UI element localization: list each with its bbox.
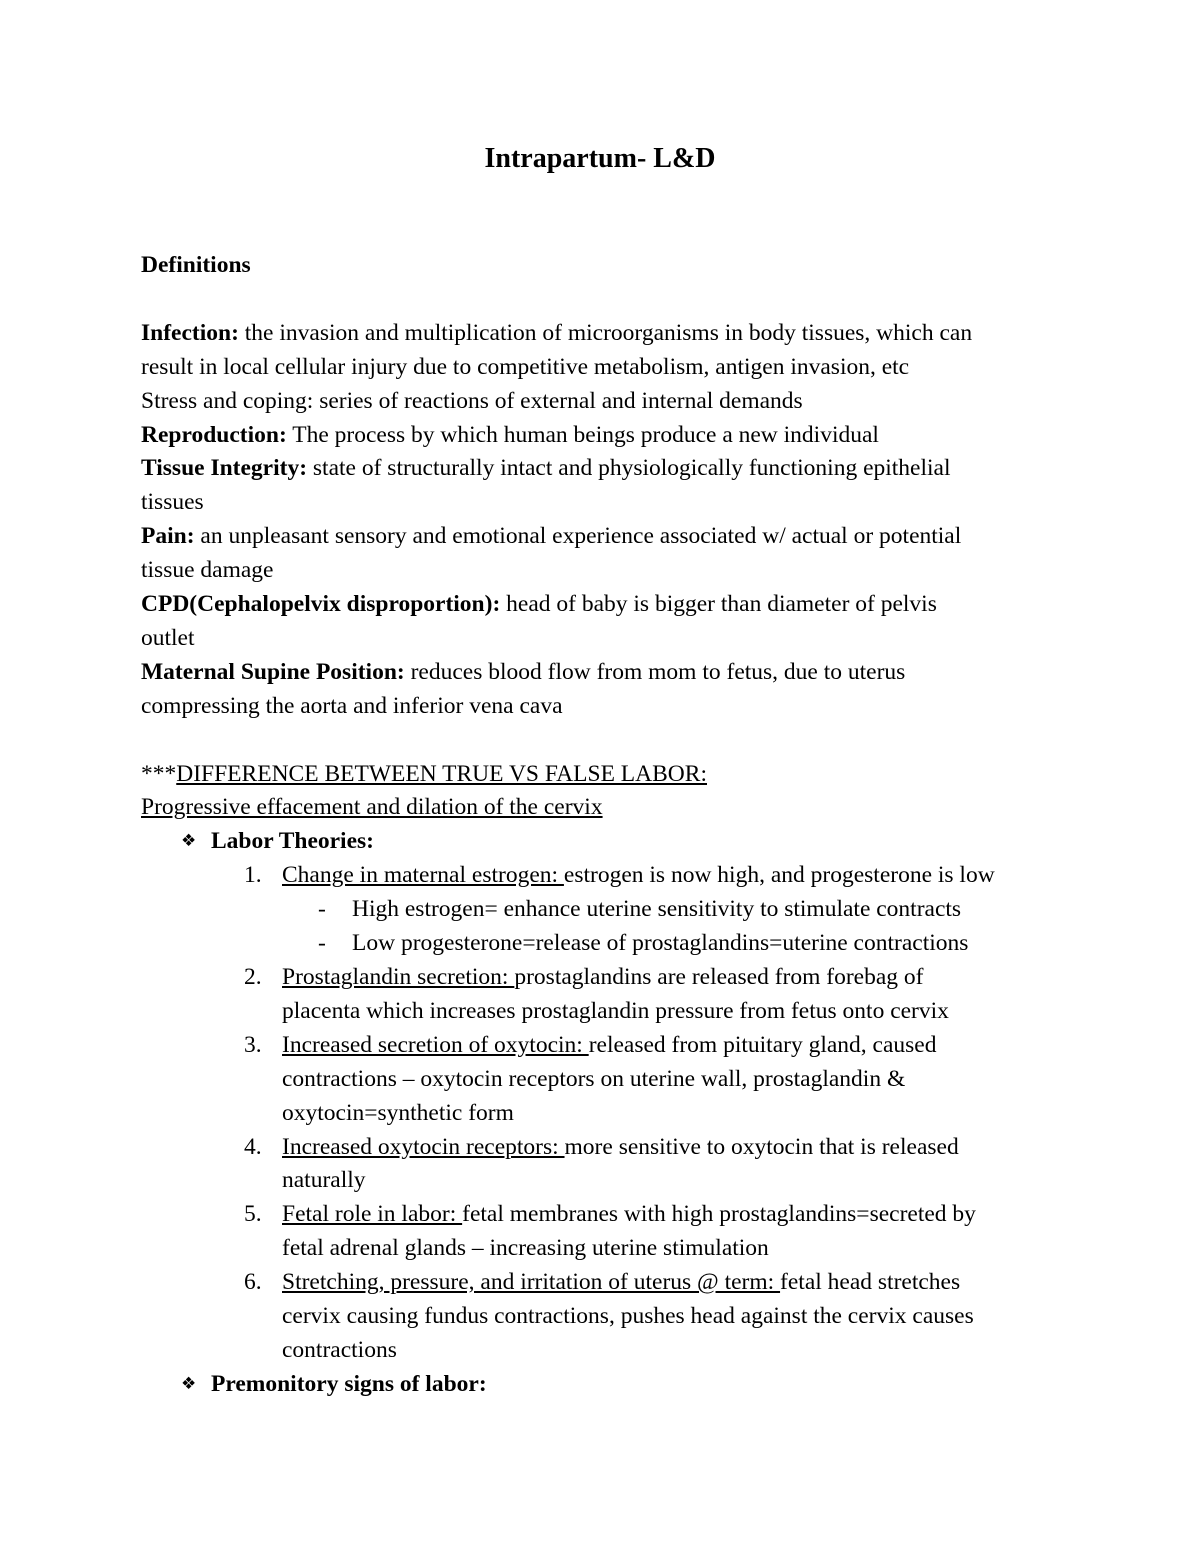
definition-tissue-integrity-cont: tissues [141, 489, 204, 516]
definition-reproduction [141, 419, 1081, 453]
labor-theories-heading [141, 825, 1081, 859]
definition-text: the invasion and multiplication of microorganisms in body tissues, which can [244, 319, 973, 346]
diamond-bullet-icon: ❖ [181, 831, 197, 852]
definition-text: an unpleasant sensory and emotional experience associated w/ actual or potential [200, 523, 962, 550]
definition-pain [141, 520, 1081, 554]
difference-prefix: *** [141, 760, 177, 787]
definition-term: Reproduction: [141, 421, 287, 448]
theory-item-text-cont: contractions [282, 1336, 397, 1363]
theory-item-4 [141, 1131, 1081, 1199]
theory-item-2 [141, 961, 1081, 1029]
definition-infection [141, 317, 1081, 351]
theory-subitem [141, 893, 1081, 927]
definition-text: head of baby is bigger than diameter of pelvis [506, 591, 937, 618]
theory-item-text-cont: cervix causing fundus contractions, pushes head against the cervix causes [282, 1303, 974, 1330]
theory-item-text-cont: placenta which increases prostaglandin pressure from fetus onto cervix [282, 997, 949, 1024]
theory-item-text-cont: oxytocin=synthetic form [282, 1099, 514, 1126]
theory-item-1 [141, 859, 1081, 893]
theory-subitem-text: Low progesterone=release of prostaglandins=uterine contractions [352, 930, 969, 957]
list-number: 6. [244, 1269, 262, 1296]
definition-term: CPD(Cephalopelvix disproportion): [141, 591, 501, 618]
theory-item-text-cont: naturally [282, 1167, 366, 1194]
labor-theories-heading-text: Labor Theories: [211, 828, 374, 855]
theory-item-title: Prostaglandin secretion: [282, 964, 515, 990]
definition-text: The process by which human beings produce a new individual [292, 421, 879, 448]
list-number: 2. [244, 964, 262, 990]
list-number: 5. [244, 1201, 262, 1228]
difference-heading-text: DIFFERENCE BETWEEN TRUE VS FALSE LABOR: [176, 760, 707, 787]
definition-term: Pain: [141, 523, 195, 550]
theory-item-3 [141, 1029, 1081, 1131]
definition-text: state of structurally intact and physiologically functioning epithelial [312, 455, 951, 482]
list-number: 1. [244, 862, 262, 889]
premonitory-heading [141, 1368, 1081, 1402]
theory-item-line [282, 1266, 1081, 1300]
definition-term: Infection: [141, 319, 239, 346]
theory-item-6 [141, 1266, 1081, 1368]
definition-infection-cont: result in local cellular injury due to competitive metabolism, antigen invasion, etc [141, 353, 910, 380]
definition-term: Maternal Supine Position: [141, 658, 405, 685]
theory-item-text: more sensitive to oxytocin that is released [564, 1133, 959, 1160]
theory-item-line [282, 1198, 1081, 1232]
premonitory-heading-text: Premonitory signs of labor: [211, 1370, 487, 1397]
theory-item-title: Increased oxytocin receptors: [282, 1133, 565, 1160]
theory-subitem-text: High estrogen= enhance uterine sensitivity to stimulate contracts [352, 896, 962, 923]
dash-bullet: - [318, 896, 326, 923]
theory-item-line [282, 1029, 1081, 1063]
dash-bullet: - [318, 930, 326, 957]
document-body [141, 249, 1081, 1402]
definition-text: reduces blood flow from mom to fetus, due to uterus [410, 658, 906, 685]
theory-item-title: Stretching, pressure, and irritation of uterus @ term: [282, 1269, 781, 1296]
definition-pain-cont: tissue damage [141, 557, 274, 584]
list-number: 4. [244, 1133, 262, 1160]
theory-item-line [282, 859, 1081, 893]
theory-item-text: estrogen is now high, and progesterone is low [563, 862, 995, 889]
difference-subheading: Progressive effacement and dilation of the cervix [141, 794, 603, 821]
theory-item-text: released from pituitary gland, caused [588, 1031, 937, 1058]
document-title: Intrapartum- L&D [484, 143, 716, 174]
definition-maternal-supine-cont: compressing the aorta and inferior vena cava [141, 692, 563, 719]
theory-item-line [282, 1131, 1081, 1165]
diamond-bullet-icon: ❖ [181, 1373, 197, 1394]
theory-item-text: fetal head stretches [780, 1269, 961, 1296]
theory-item-title: Increased secretion of oxytocin: [282, 1031, 589, 1058]
list-number: 3. [244, 1031, 262, 1058]
definition-maternal-supine [141, 656, 1081, 690]
theory-item-title: Change in maternal estrogen: [282, 862, 564, 889]
definition-cpd-cont: outlet [141, 624, 195, 651]
theory-item-text-cont: contractions – oxytocin receptors on uterine wall, prostaglandin & [282, 1065, 906, 1092]
definition-cpd [141, 588, 1081, 622]
difference-heading [141, 758, 1081, 792]
definitions-heading: Definitions [141, 252, 251, 278]
definition-stress-coping: Stress and coping: series of reactions of external and internal demands [141, 387, 803, 414]
theory-item-text: fetal membranes with high prostaglandins=secreted by [462, 1201, 976, 1228]
theory-item-line [282, 961, 1081, 995]
theory-item-text-cont: fetal adrenal glands – increasing uterine stimulation [282, 1235, 769, 1262]
theory-item-text: prostaglandins are released from forebag of [514, 964, 924, 990]
definition-term: Tissue Integrity: [141, 455, 308, 482]
theory-item-title: Fetal role in labor: [282, 1201, 463, 1228]
definition-tissue-integrity [141, 452, 1081, 486]
theory-subitem [141, 927, 1081, 961]
theory-item-5 [141, 1198, 1081, 1266]
